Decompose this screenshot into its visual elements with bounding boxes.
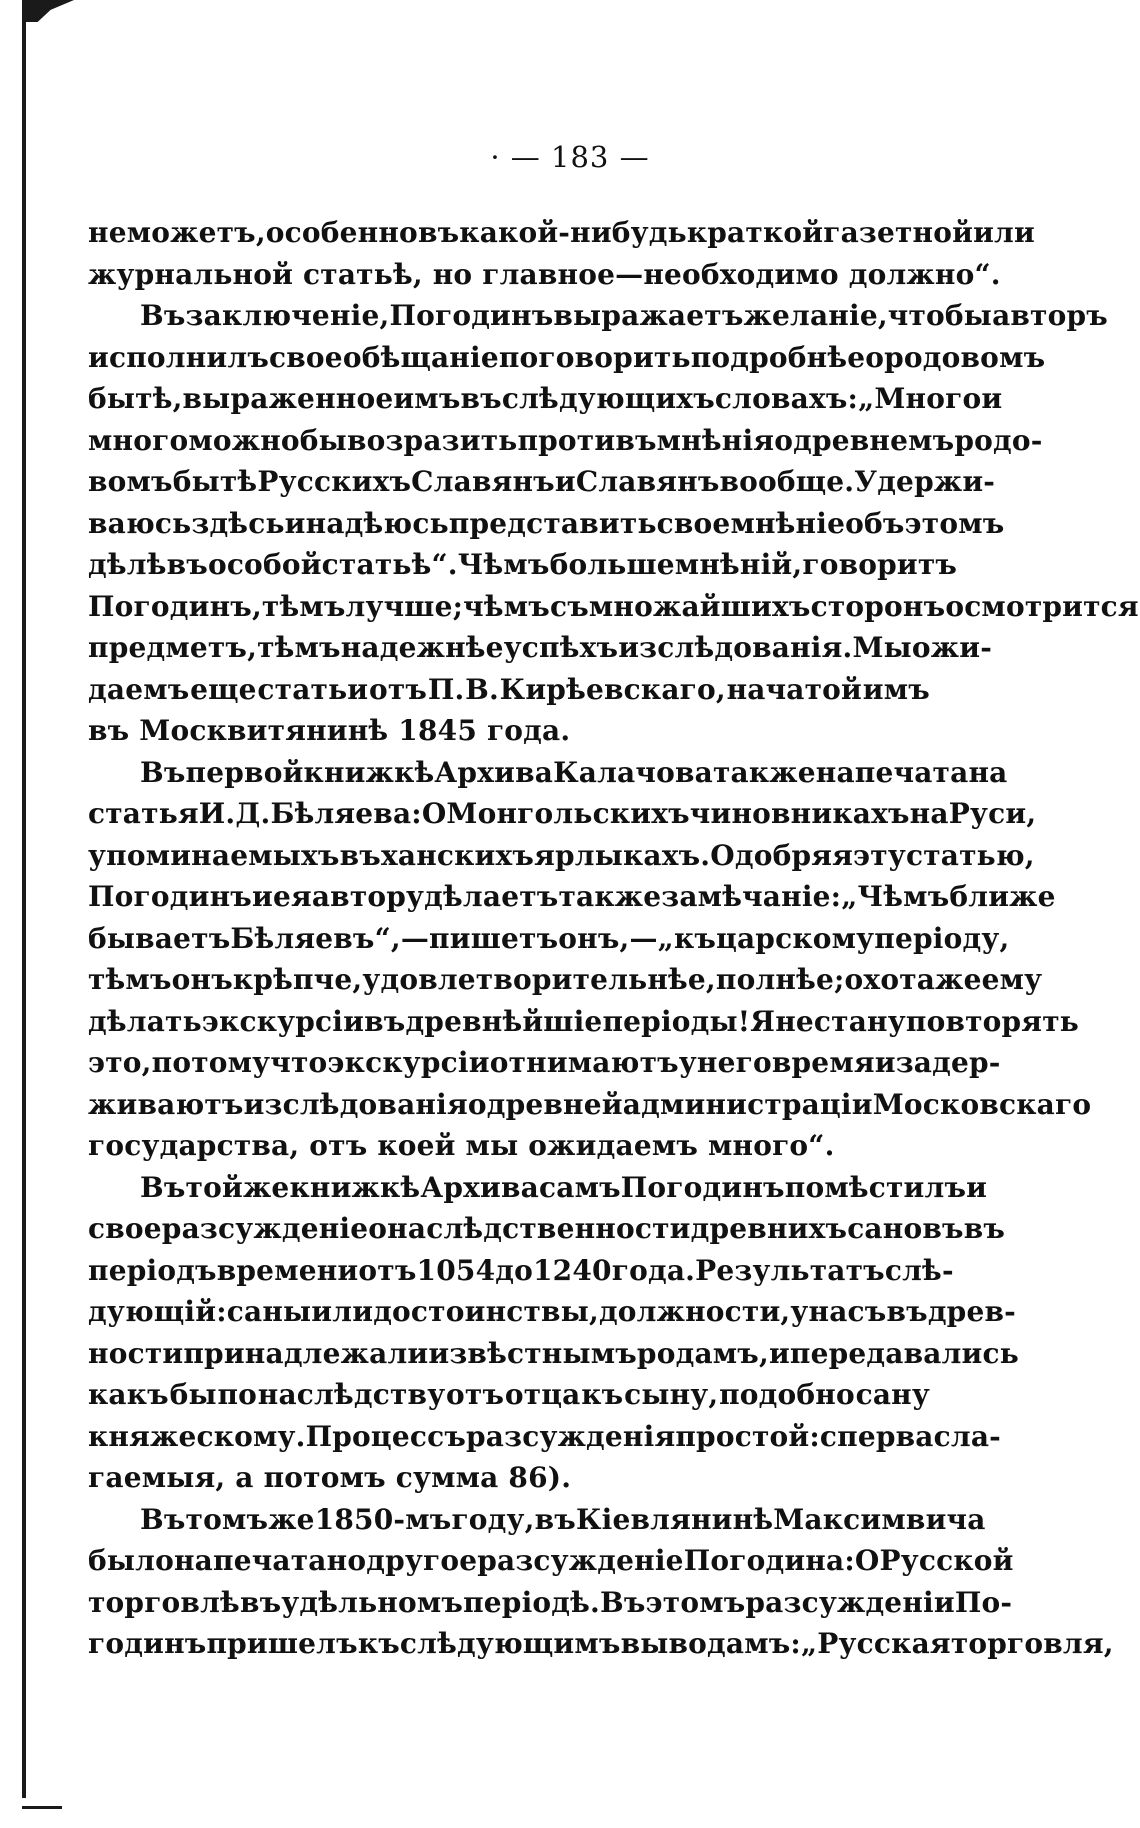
scan-corner-mark — [22, 0, 74, 22]
text-line: годинъ пришелъ къ слѣдующимъ выводамъ: „Русская торговля, — [88, 1627, 1114, 1660]
text-line: Погодинъ, тѣмъ лучше; чѣмъ съ множайшихъ сторонъ осмотрится — [88, 589, 1139, 623]
text-line: дующій: саны или достоинствы, должности, у насъ въ древ- — [88, 1295, 1016, 1328]
text-line: было напечатано другое разсужденіе Погодина: О Русской — [88, 1544, 1014, 1577]
text-line: это, потому что экскурсіи отнимаютъ у него время и задер- — [88, 1046, 1001, 1079]
text-line: Въ первой книжкѣ Архива Калачова также напечатана — [140, 755, 1008, 789]
text-line: гаемыя, а потомъ сумма 86). — [88, 1461, 572, 1494]
text-line: Въ той же книжкѣ Архива самъ Погодинъ помѣстилъ и — [140, 1170, 988, 1204]
text-line: предметъ, тѣмъ надежнѣе успѣхъ изслѣдованія. Мы ожи- — [88, 631, 993, 664]
text-line: даемъ еще статьи отъ П. В. Кирѣевскаго, начатой имъ — [88, 672, 930, 706]
text-line: дѣлѣ въ особой статьѣ“. Чѣмъ больше мнѣній, говоритъ — [88, 548, 958, 581]
text-line: періодъ времени отъ 1054 до 1240 года. Результатъ слѣ- — [88, 1253, 954, 1287]
text-line: государства, отъ коей мы ожидаемъ много“. — [88, 1129, 835, 1162]
text-line: журнальной статьѣ, но главное—необходимо должно“. — [88, 257, 1001, 291]
text-line: бываетъ Бѣляевъ“, — пишетъ онъ, — „къ царскому періоду, — [88, 921, 1010, 955]
text-line: не можетъ, особенно въ какой-нибудь краткой газетной или — [88, 216, 1035, 249]
scan-left-edge — [22, 18, 26, 1798]
text-line: ваюсь здѣсь и надѣюсь представить свое мнѣніе объ этомъ — [88, 506, 1005, 540]
text-line: въ Москвитянинѣ 1845 года. — [88, 714, 571, 747]
text-line: Погодинъ и ея автору дѣлаетъ также замѣчаніе: „Чѣмъ ближе — [88, 880, 1056, 913]
text-line: исполнилъ свое обѣщаніе поговорить подробнѣе о родовомъ — [88, 340, 1046, 374]
text-line: торговлѣ въ удѣльномъ періодѣ. Въ этомъ разсужденіи По- — [88, 1585, 1013, 1619]
text-line: ности принадлежали извѣстнымъ родамъ, и передавались — [88, 1336, 1019, 1370]
text-line: Въ заключеніе, Погодинъ выражаетъ желаніе, чтобы авторъ — [140, 299, 1108, 332]
text-line: вомъ бытѣ Русскихъ Славянъ и Славянъ вообще. Удержи- — [88, 465, 996, 498]
text-line: много можно бы возразить противъ мнѣнія о древнемъ родо- — [88, 423, 1043, 457]
scan-bottom-mark — [22, 1806, 62, 1809]
page-number: · — 183 — — [490, 140, 650, 174]
text-line: княжескому. Процессъ разсужденія простой: сперва сла- — [88, 1419, 1001, 1453]
text-line: свое разсужденіе о наслѣдственности древнихъ сановъ въ — [88, 1212, 1006, 1245]
text-line: Въ томъ же 1850-мъ году, въ Кіевлянинѣ Максимвича — [140, 1502, 986, 1536]
text-line: живаютъ изслѣдованія о древней администраціи Московскаго — [88, 1087, 1092, 1121]
body-text — [88, 212, 1139, 1665]
text-line: дѣлать экскурсіи въ древнѣйшіе періоды! Я не стану повторять — [88, 1004, 1079, 1038]
text-line: статья И. Д. Бѣляева: О Монгольскихъ чиновникахъ на Руси, — [88, 797, 1037, 830]
text-line: упоминаемыхъ въ ханскихъ ярлыкахъ. Одобряя эту статью, — [88, 838, 1035, 872]
text-line: какъ бы по наслѣдству отъ отца къ сыну, подобно сану — [88, 1378, 930, 1411]
text-line: тѣмъ онъ крѣпче, удовлетворительнѣе, полнѣе; охота же ему — [88, 963, 1043, 996]
text-line: бытѣ, выраженное имъ въ слѣдующихъ словахъ: „Много и — [88, 382, 1003, 415]
